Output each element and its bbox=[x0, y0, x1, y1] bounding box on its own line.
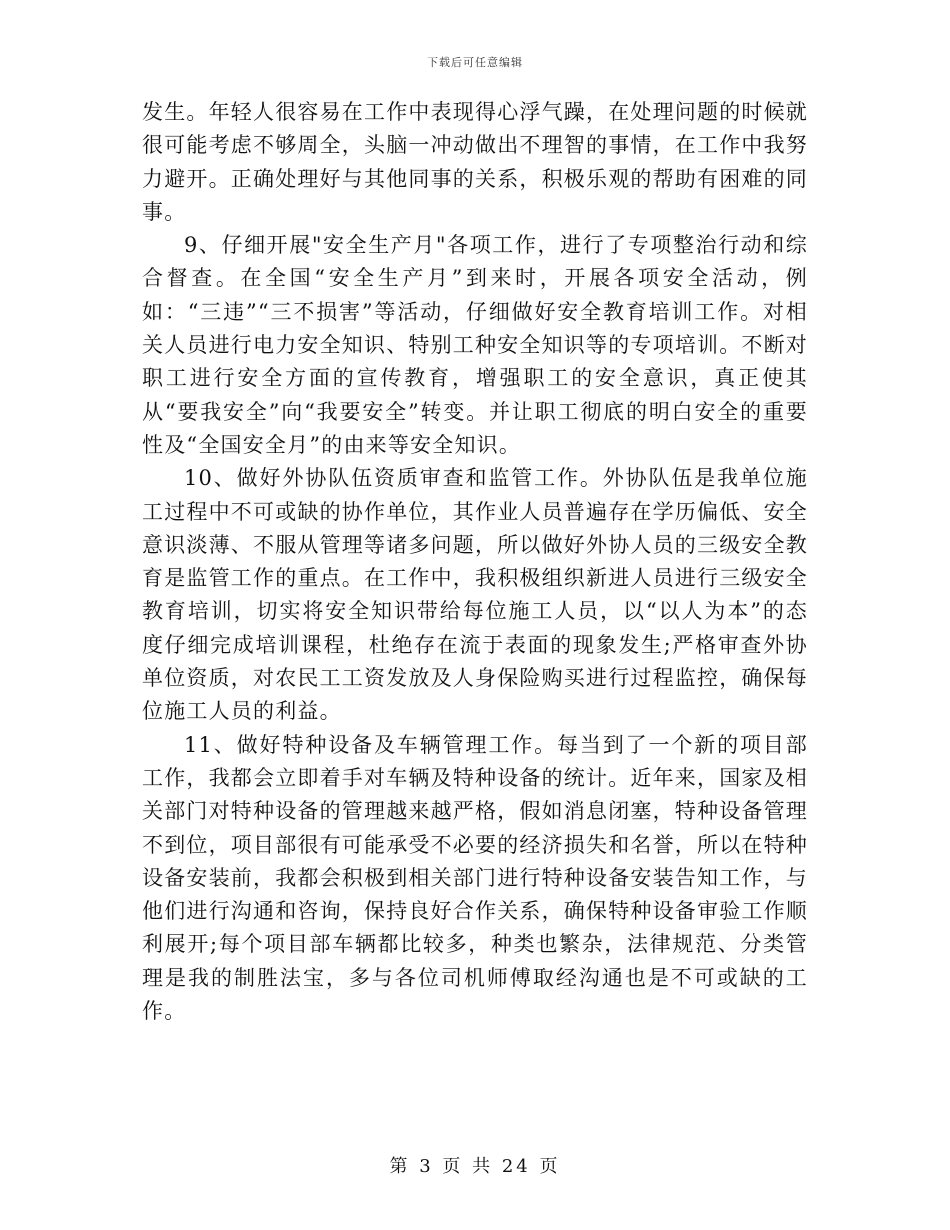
document-body bbox=[142, 96, 808, 1028]
paragraph-continuation: 发生。年轻人很容易在工作中表现得心浮气躁，在处理问题的时候就很可能考虑不够周全，头脑一冲动做出不理智的事情，在工作中我努力避开。正确处理好与其他同事的关系，积极乐观的帮助有困难的同事。 bbox=[142, 100, 808, 224]
paragraph-item-10: 10、做好外协队伍资质审查和监管工作。外协队伍是我单位施工过程中不可或缺的协作单位，其作业人员普遍存在学历偏低、安全意识淡薄、不服从管理等诸多问题，所以做好外协人员的三级安全教育是监管工作的重点。在工作中，我积极组织新进人员进行三级安全教育培训，切实将安全知识带给每位施工人员，以“以人为本”的态度仔细完成培训课程，杜绝存在流于表面的现象发生;严格审查外协单位资质，对农民工工资发放及人身保险购买进行过程监控，确保每位施工人员的利益。 bbox=[142, 466, 808, 724]
paragraph-item-11: 11、做好特种设备及车辆管理工作。每当到了一个新的项目部工作，我都会立即着手对车辆及特种设备的统计。近年来，国家及相关部门对特种设备的管理越来越严格，假如消息闭塞，特种设备管理不到位，项目部很有可能承受不必要的经济损失和名誉，所以在特种设备安装前，我都会积极到相关部门进行特种设备安装告知工作，与他们进行沟通和咨询，保持良好合作关系，确保特种设备审验工作顺利展开;每个项目部车辆都比较多，种类也繁杂，法律规范、分类管理是我的制胜法宝，多与各位司机师傅取经沟通也是不可或缺的工作。 bbox=[142, 732, 808, 1024]
page-header: 下载后可任意编辑 bbox=[427, 56, 523, 69]
page-number-footer: 第 3 页 共 24 页 bbox=[389, 1156, 561, 1177]
paragraph-item-9: 9、仔细开展"安全生产月"各项工作，进行了专项整治行动和综合督查。在全国“安全生产月”到来时，开展各项安全活动，例如：“三违”“三不损害”等活动，仔细做好安全教育培训工作。对相关人员进行电力安全知识、特别工种安全知识等的专项培训。不断对职工进行安全方面的宣传教育，增强职工的安全意识，真正使其从“要我安全”向“我要安全”转变。并让职工彻底的明白安全的重要性及“全国安全月”的由来等安全知识。 bbox=[142, 233, 808, 457]
